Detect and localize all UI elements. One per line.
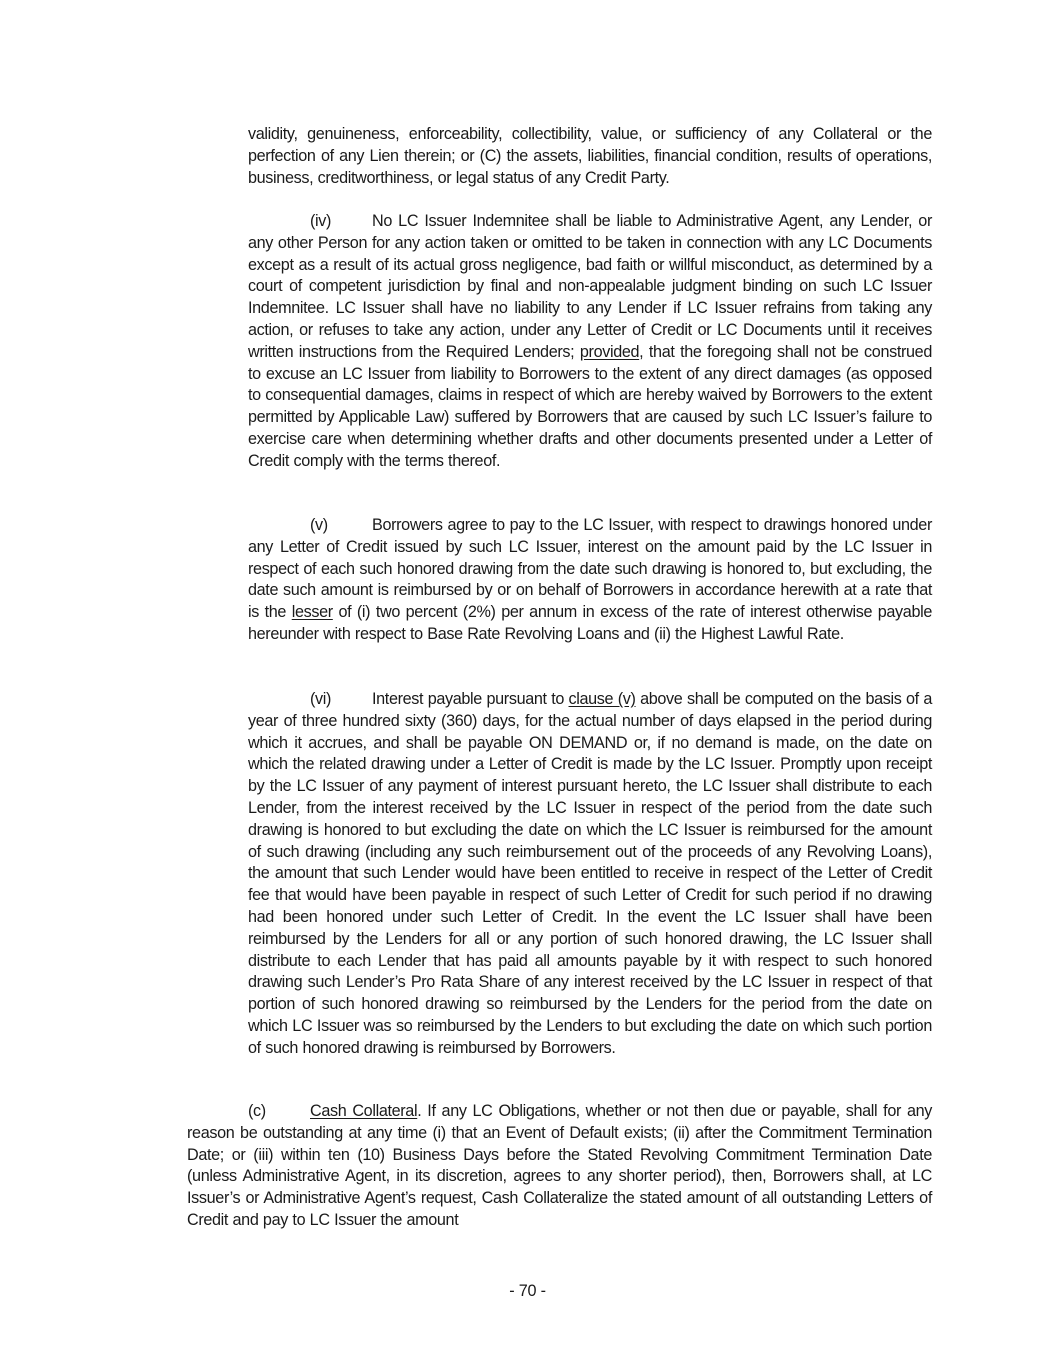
paragraph-iv [248,211,932,473]
paragraph-v [248,515,932,646]
clause-v-reference: clause (v) [568,690,636,708]
lesser-term: lesser [291,603,333,622]
paragraph-vi [248,689,932,1060]
paragraph-vi-number: (vi) [310,690,332,708]
paragraph-c [187,1101,932,1232]
paragraph-v-text-b: of (i) two percent (2%) per annum in excess of the rate of interest otherwise payable hereunder with respect to Base Rate Revolving Loans and (ii) the Highest Lawful Rate. [248,603,933,643]
paragraph-vi-text-b: above shall be computed on the basis of a year of three hundred sixty (360) days, for the actual number of days elapsed in the period during which it accrues, and shall be payable ON DEMAND or, if no demand is made, on the date on which the related drawing under a Letter of Credit is made by the LC Issuer. Promptly upon receipt by the LC Issuer of any payment of interest pursuant hereto, the LC Issuer shall distribute to each Lender, from the interest received by the LC Issuer in respect of the period from the date such drawing is honored to but excluding the date on which the LC Issuer is reimbursed for the amount of such drawing (including any such reimbursement out of the proceeds of any Revolving Loans), the amount that such Lender would have been entitled to receive in respect of the Letter of Credit fee that would have been payable in respect of such Letter of Credit for such period if no drawing had been honored under such Letter of Credit. In the event the LC Issuer shall have been reimbursed by the Lenders for all or any portion of such honored drawing, the LC Issuer shall distribute to each Lender that has paid all amounts payable by it with respect to such honored drawing such Lender’s Pro Rata Share of any interest received by the LC Issuer in respect of that portion of such honored drawing so reimbursed by the Lenders for the period from the date on which LC Issuer was so reimbursed by the Lenders to but excluding the date on which such portion of such honored drawing is reimbursed by Borrowers. [248,690,932,1057]
provided-term: provided [579,342,640,361]
paragraph-iv-number: (iv) [310,212,332,230]
continuation-paragraph: validity, genuineness, enforceability, collectibility, value, or sufficiency of any Collateral or the perfection of any Lien therein; or (C) the assets, liabilities, financial condition, results of operations, business, creditworthiness, or legal status of any Credit Party. [248,125,932,187]
paragraph-iv-text-a: No LC Issuer Indemnitee shall be liable to Administrative Agent, any Lender, or any other Person for any action taken or omitted to be taken in connection with any LC Documents except as a result of its actual gross negligence, bad faith or willful misconduct, as determined by a court of competent jurisdiction by final and non-appealable judgment binding on such LC Issuer Indemnitee. LC Issuer shall have no liability to any Lender if LC Issuer refrains from taking any action, or refuses to take any action, under any Letter of Credit or LC Documents until it receives written instructions from the Required Lenders; [248,212,932,361]
paragraph-vi-text-a: Interest payable pursuant to [372,690,569,708]
paragraph-c-number: (c) [248,1102,266,1120]
paragraph-v-text-a: Borrowers agree to pay to the LC Issuer, with respect to drawings honored under any Letter of Credit issued by such LC Issuer, interest on the amount paid by the LC Issuer in respect of each such honored drawing from the date such drawing is honored to, but excluding, the date such amount is reimbursed by or on behalf of Borrowers in accordance herewith at a rate that is the [248,516,932,622]
paragraph-iv-text-b: , that the foregoing shall not be construed to excuse an LC Issuer from liability to Borrowers to the extent of any direct damages (as opposed to consequential damages, claims in respect of which are hereby waived by Borrowers to the extent permitted by Applicable Law) suffered by Borrowers that are caused by such LC Issuer’s failure to exercise care when determining whether drafts and other documents presented under a Letter of Credit comply with the terms thereof. [248,342,932,470]
paragraph-c-text: . If any LC Obligations, whether or not then due or payable, shall for any reason be outstanding at any time (i) that an Event of Default exists; (ii) after the Commitment Termination Date; or (iii) within ten (10) Business Days before the Stated Revolving Commitment Termination Date (unless Administrative Agent, in its discretion, agrees to any shorter period), then, Borrowers shall, at LC Issuer’s or Administrative Agent’s request, Cash Collateralize the stated amount of all outstanding Letters of Credit and pay to LC Issuer the amount [187,1102,933,1229]
cash-collateral-heading: Cash Collateral [310,1102,418,1120]
paragraph-v-number: (v) [310,516,328,534]
page-number: - 70 - [509,1282,546,1300]
